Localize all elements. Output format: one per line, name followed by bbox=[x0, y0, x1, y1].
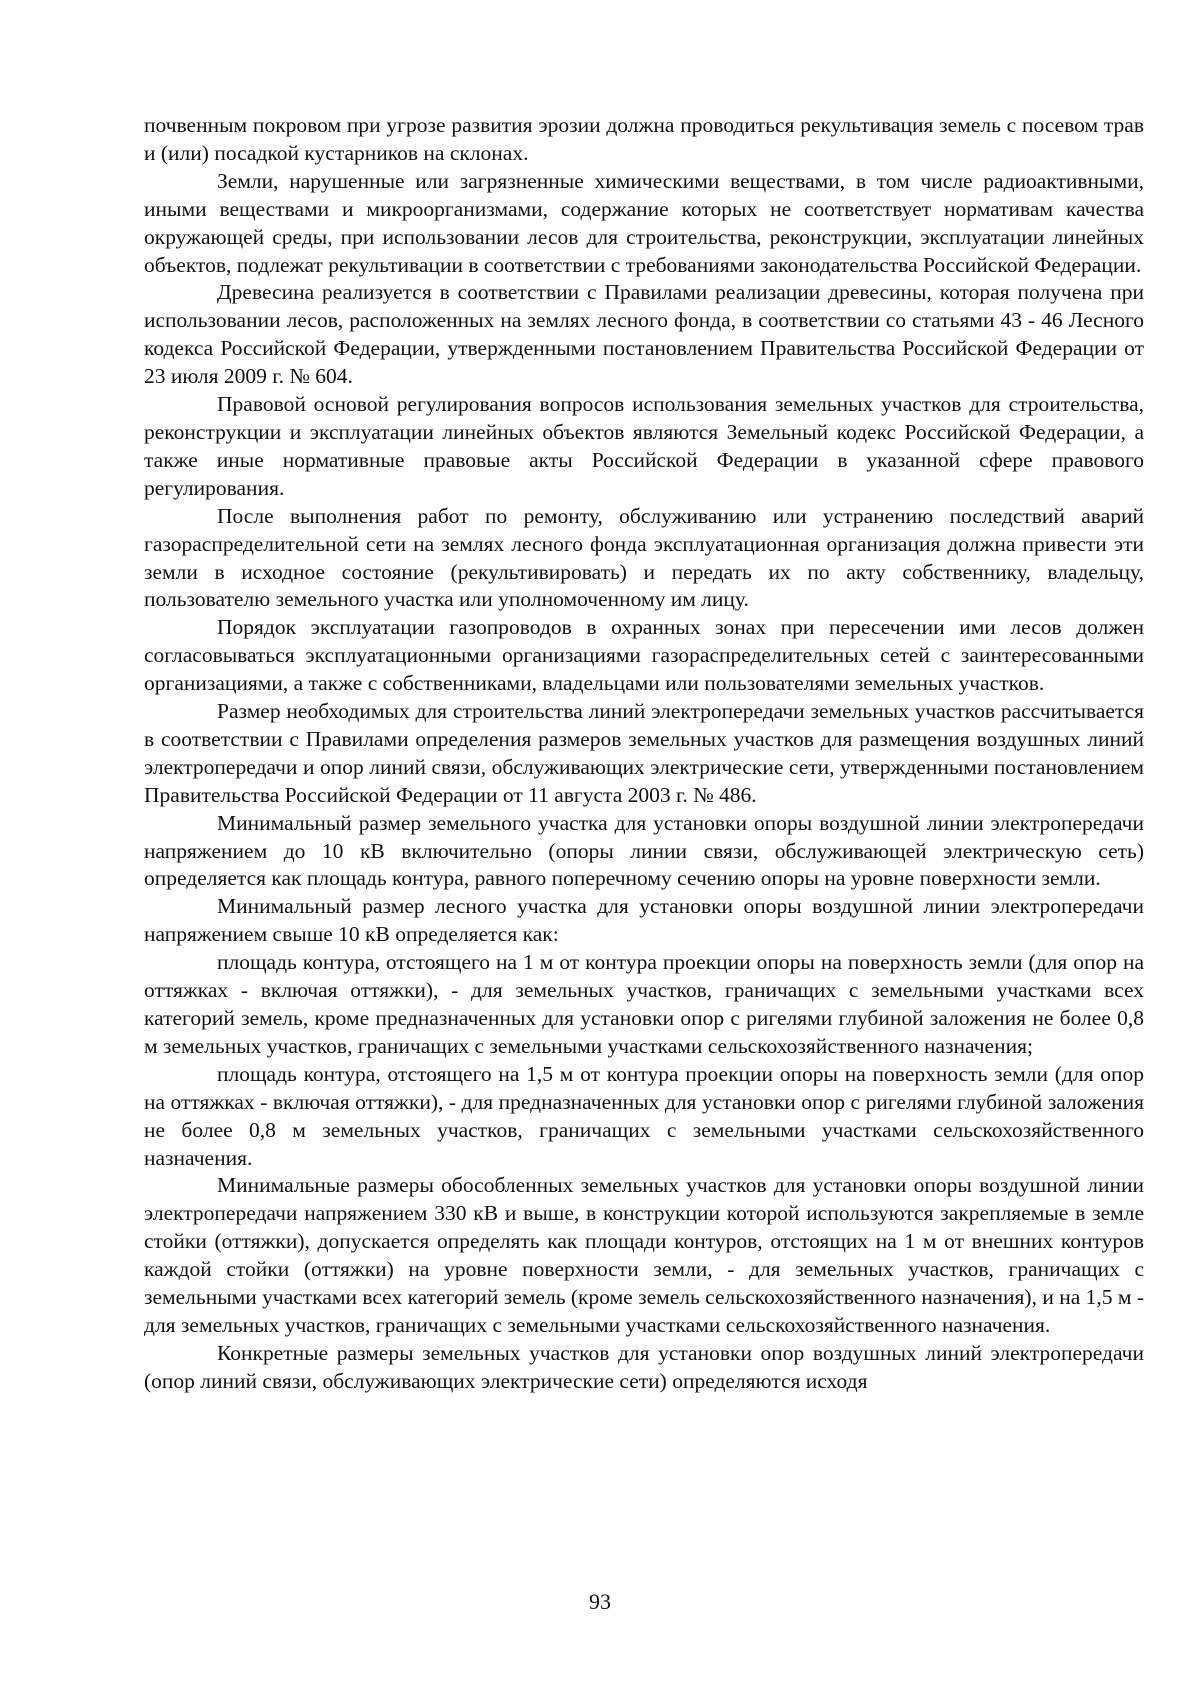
paragraph-min-size-10kv: Минимальный размер земельного участка для установки опоры воздушной линии электропередачи напряжением до 10 кВ включительно (опоры линии связи, обслуживающей электрическую сеть) определяется как площадь контура, равного поперечному сечению опоры на уровне поверхности земли. bbox=[144, 810, 1144, 891]
paragraph-330kv-plots: Минимальные размеры обособленных земельных участков для установки опоры воздушной линии электропередачи напряжением 330 кВ и выше, в конструкции которой используются закрепляемые в земле стойки (оттяжки), допускается определять как площади контуров, отстоящих на 1 м от внешних контуров каждой стойки (оттяжки) на уровне поверхности земли, - для земельных участков, граничащих с земельными участками всех категорий земель (кроме земель сельскохозяйственного назначения), и на 1,5 м - для земельных участков, граничащих с земельными участками сельскохозяйственного назначения. bbox=[144, 1173, 1145, 1337]
paragraph-power-line-plot-size: Размер необходимых для строительства линий электропередачи земельных участков рассчитывается в соответствии с Правилами определения размеров земельных участков для размещения воздушных линий электропередачи и опор линий связи, обслуживающих электрические сети, утвержденными постановлением Правительства Российской Федерации от 11 августа 2003 г. № 486. bbox=[144, 699, 1144, 807]
page-number: 93 bbox=[589, 1589, 611, 1614]
paragraph-gas-network-repair: После выполнения работ по ремонту, обслуживанию или устранению последствий аварий газораспределительной сети на землях лесного фонда эксплуатационная организация должна привести эти земли в исходное состояние (рекультивировать) и передать их по акту собственнику, владельцу, пользователю земельного участка или уполномоченному им лицу. bbox=[144, 503, 1144, 612]
paragraph-min-size-over-10kv: Минимальный размер лесного участка для установки опоры воздушной линии электропередачи напряжением свыше 10 кВ определяется как: bbox=[144, 894, 1144, 947]
document-body bbox=[144, 112, 1144, 1396]
paragraph-specific-sizes: Конкретные размеры земельных участков для установки опор воздушных линий электропередачи (опор линий связи, обслуживающих электрические сети) определяются исходя bbox=[144, 1340, 1144, 1393]
paragraph-continuation: почвенным покровом при угрозе развития эрозии должна проводиться рекультивация земель с посевом трав и (или) посадкой кустарников на склонах. bbox=[144, 113, 1144, 165]
list-item-1m-contour: площадь контура, отстоящего на 1 м от контура проекции опоры на поверхность земли (для опор на оттяжках - включая оттяжки), - для земельных участков, граничащих с земельными участками всех категорий земель, кроме предназначенных для установки опор с ригелями глубиной заложения не более 0,8 м земельных участков, граничащих с земельными участками сельскохозяйственного назначения; bbox=[144, 950, 1144, 1058]
paragraph-land-reclamation: Земли, нарушенные или загрязненные химическими веществами, в том числе радиоактивными, иными веществами и микроорганизмами, содержание которых не соответствует нормативам качества окружающей среды, при использовании лесов для строительства, реконструкции, эксплуатации линейных объектов, подлежат рекультивации в соответствии с требованиями законодательства Российской Федерации. bbox=[144, 168, 1144, 277]
list-item-1-5m-contour: площадь контура, отстоящего на 1,5 м от контура проекции опоры на поверхность земли (для опор на оттяжках - включая оттяжки), - для предназначенных для установки опор с ригелями глубиной заложения не более 0,8 м земельных участков, граничащих с земельными участками сельскохозяйственного назначения. bbox=[144, 1061, 1144, 1170]
paragraph-pipeline-operation: Порядок эксплуатации газопроводов в охранных зонах при пересечении ими лесов должен согласовываться эксплуатационными организациями газораспределительных сетей с заинтересованными организациями, а также с собственниками, владельцами или пользователями земельных участков. bbox=[144, 615, 1144, 696]
paragraph-timber-sale: Древесина реализуется в соответствии с Правилами реализации древесины, которая получена при использовании лесов, расположенных на землях лесного фонда, в соответствии со статьями 43 - 46 Лесного кодекса Российской Федерации, утвержденными постановлением Правительства Российской Федерации от 23 июля 2009 г. № 604. bbox=[144, 280, 1144, 389]
paragraph-legal-basis: Правовой основой регулирования вопросов использования земельных участков для строительства, реконструкции и эксплуатации линейных объектов являются Земельный кодекс Российской Федерации, а также иные нормативные правовые акты Российской Федерации в указанной сфере правового регулирования. bbox=[144, 392, 1144, 500]
